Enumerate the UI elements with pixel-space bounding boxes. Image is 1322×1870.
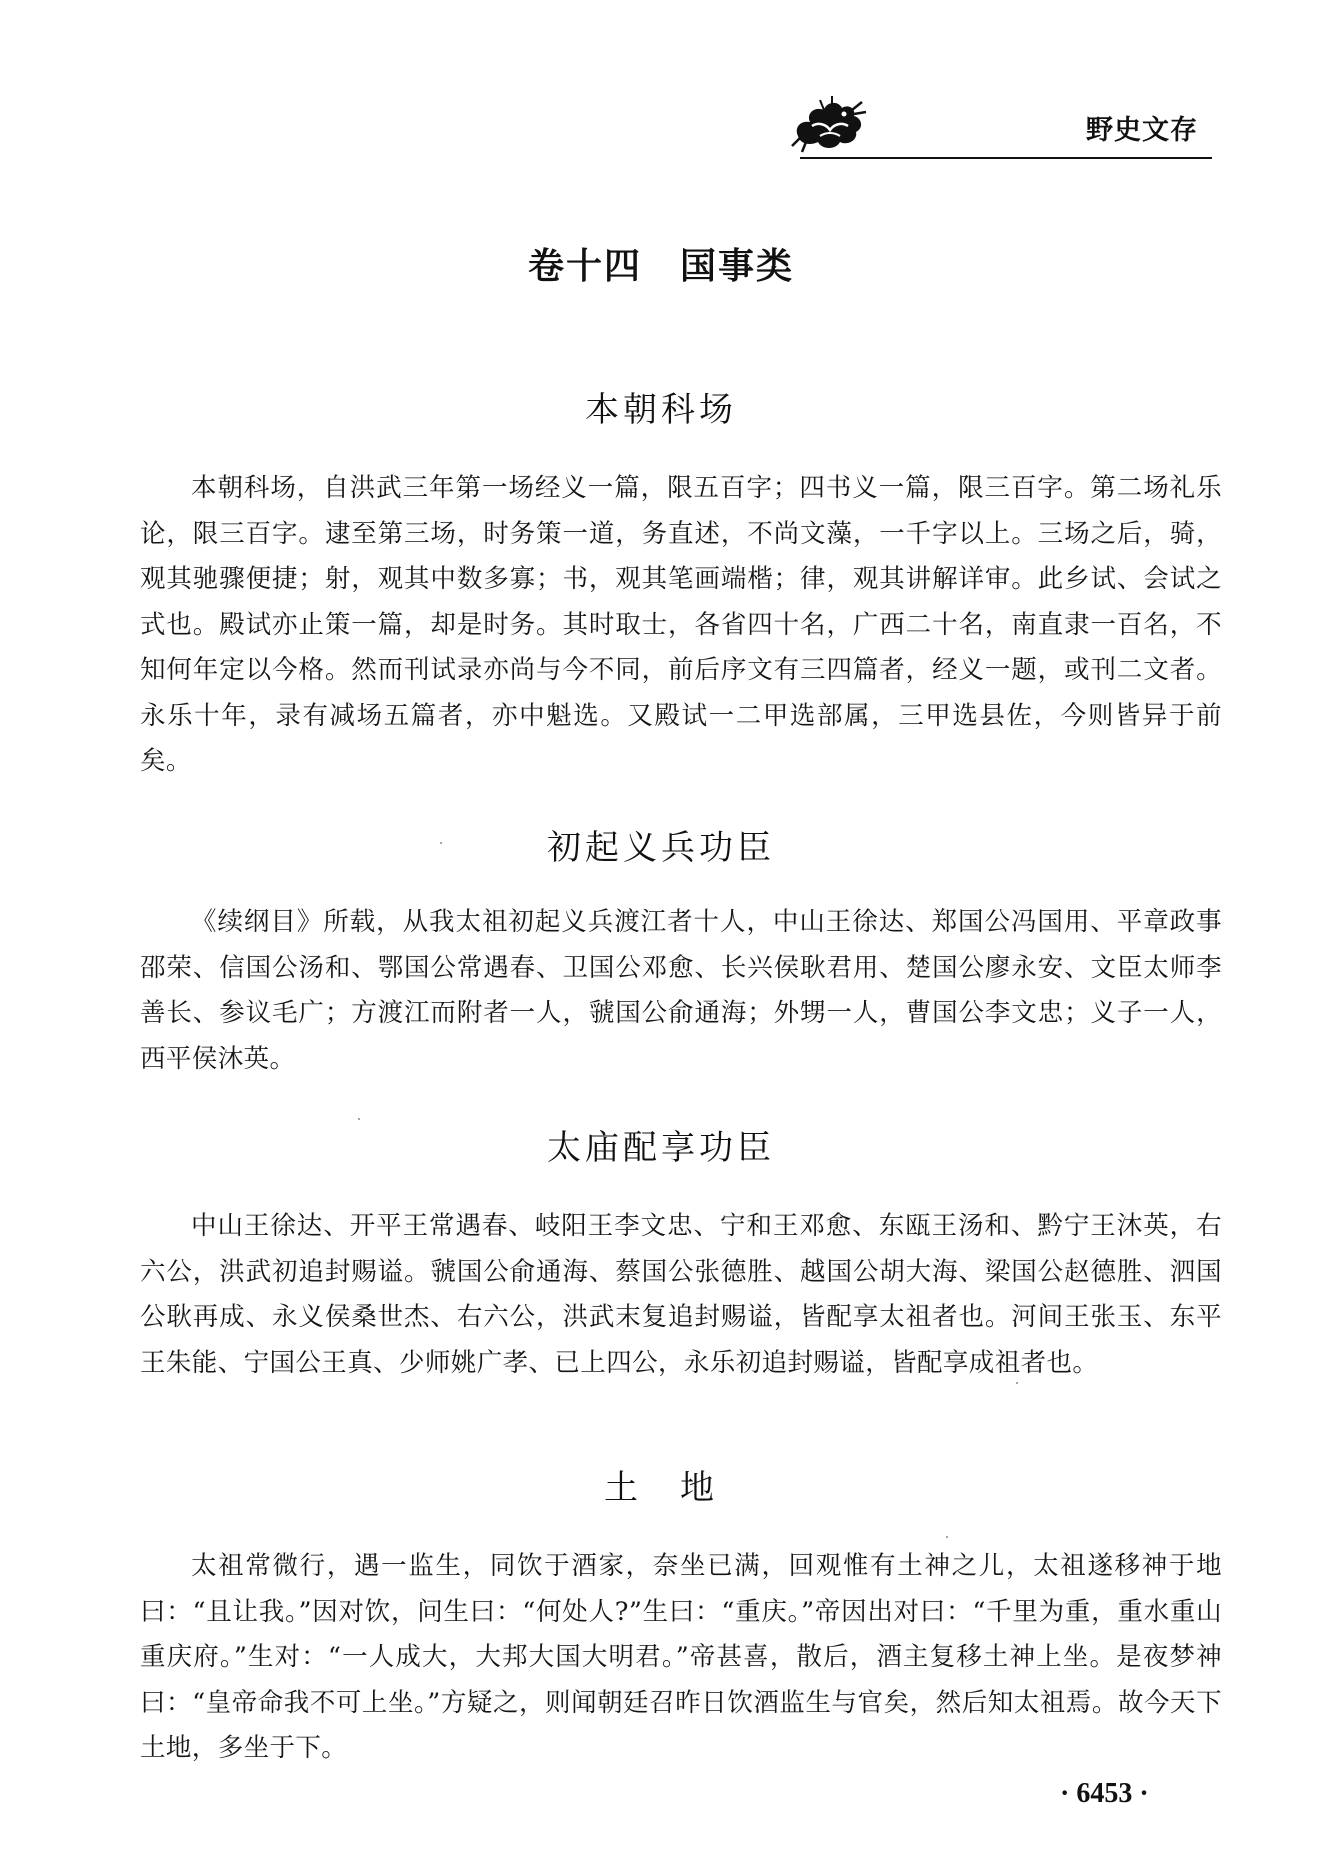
page-number: · 6453 · (1060, 1778, 1149, 1809)
section-body: 中山王徐达、开平王常遇春、岐阳王李文忠、宁和王邓愈、东瓯王汤和、黔宁王沐英，右六公，洪武初追封赐谥。虢国公俞通海、蔡国公张德胜、越国公胡大海、梁国公赵德胜、泗国公耿再成、永义侯桑世杰、右六公，洪武末复追封赐谥，皆配享太祖者也。河间王张玉、东平王朱能、宁国公王真、少师姚广孝、已上四公，永乐初追封赐谥，皆配享成祖者也。 (140, 1211, 1222, 1378)
series-title: 野史文存 (1086, 115, 1198, 146)
section-body: 本朝科场，自洪武三年第一场经义一篇，限五百字；四书义一篇，限三百字。第二场礼乐论，限三百字。逮至第三场，时务策一道，务直述，不尚文藻，一千字以上。三场之后，骑，观其驰骤便捷；射，观其中数多寡；书，观其笔画端楷；律，观其讲解详审。此乡试、会试之式也。殿试亦止策一篇，却是时务。其时取士，各省四十名，广西二十名，南直隶一百名，不知何年定以今格。然而刊试录亦尚与今不同，前后序文有三四篇者，经义一题，或刊二文者。永乐十年，录有减场五篇者，亦中魁选。又殿试一二甲选部属，三甲选县佐，今则皆异于前矣。 (140, 473, 1222, 776)
scan-speck (358, 1118, 360, 1120)
scan-speck (440, 842, 442, 844)
dragon-emblem-icon (790, 92, 868, 156)
section-heading: 初起义兵功臣 (547, 828, 775, 868)
scan-speck (1016, 1382, 1018, 1384)
header-rule (800, 157, 1212, 159)
running-header (790, 92, 1210, 162)
section-heading: 土 地 (604, 1468, 718, 1508)
section-body: 太祖常微行，遇一监生，同饮于酒家，奈坐已满，回观惟有土神之儿，太祖遂移神于地曰：“且让我。”因对饮，问生曰：“何处人?”生曰：“重庆。”帝因出对曰：“千里为重，重水重山重庆府。”生对：“一人成大，大邦大国大明君。”帝甚喜，散后，酒主复移土神上坐。是夜梦神曰：“皇帝命我不可上坐。”方疑之，则闻朝廷召昨日饮酒监生与官矣，然后知太祖焉。故今天下土地，多坐于下。 (140, 1551, 1222, 1763)
section-heading: 本朝科场 (585, 390, 737, 430)
section-heading: 太庙配享功臣 (547, 1128, 775, 1168)
scan-speck (946, 1536, 948, 1538)
chapter-title: 卷十四 国事类 (527, 246, 794, 287)
section-body: 《续纲目》所载，从我太祖初起义兵渡江者十人，中山王徐达、郑国公冯国用、平章政事邵荣、信国公汤和、鄂国公常遇春、卫国公邓愈、长兴侯耿君用、楚国公廖永安、文臣太师李善长、参议毛广；方渡江而附者一人，虢国公俞通海；外甥一人，曹国公李文忠；义子一人，西平侯沐英。 (140, 907, 1222, 1074)
